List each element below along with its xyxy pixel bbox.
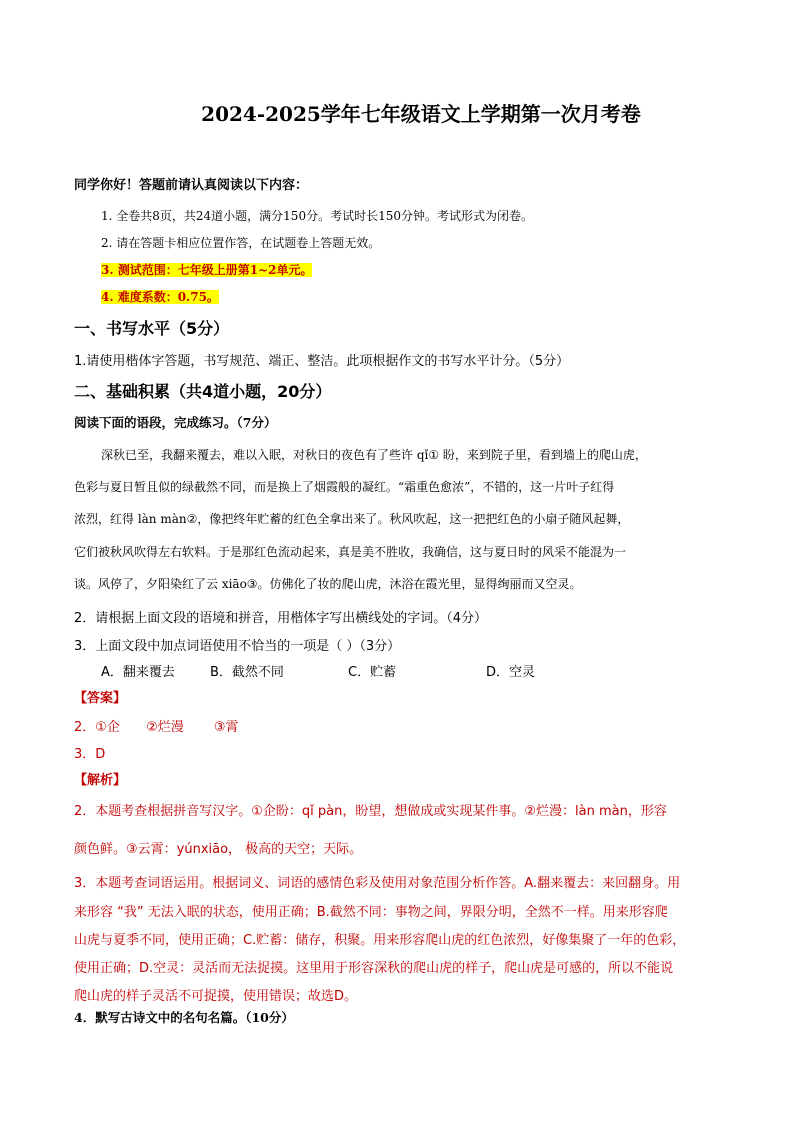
answer-2 (74, 716, 239, 735)
option-b: B．截然不同 (210, 665, 284, 680)
passage-line-1: 深秋已至，我翻来覆去，难以入眠，对秋日的夜色有了些许 qǐ① 盼，来到院子里，看到墙上的爬山虎， (101, 448, 647, 462)
rule-2: 2. 请在答题卡相应位置作答，在试题卷上答题无效。 (101, 236, 381, 250)
answer-3: 3．D (74, 747, 106, 762)
passage-line-4: 它们被秋风吹得左右软料。于是那红色流动起来，真是美不胜收，我确信，这与夏日时的风采不能混为一 (74, 545, 627, 559)
question-2: 2．请根据上面文段的语境和拼音，用楷体字写出横线处的字词。（4分） (74, 611, 488, 626)
intro-heading: 同学你好！答题前请认真阅读以下内容： (74, 178, 309, 193)
analysis-3-line-4: 使用正确；D.空灵：灵活而无法捉摸。这里用于形容深秋的爬山虎的样子，爬山虎是可感的，所以不能说 (74, 961, 674, 976)
section-1-heading: 一、书写水平（5分） (74, 319, 230, 338)
option-a: A．翻来覆去 (101, 665, 175, 680)
analysis-3-line-3: 山虎与夏季不同，使用正确；C.贮蓄：储存，积聚。用来形容爬山虎的红色浓烈，好像集聚了一年的色彩， (74, 933, 686, 948)
question-1: 1.请使用楷体字答题，书写规范、端正、整洁。此项根据作文的书写水平计分。（5分） (74, 354, 570, 369)
analysis-tag: 【解析】 (74, 773, 127, 788)
rule-4-highlight: 4. 难度系数：0.75。 (101, 290, 219, 304)
analysis-3-line-1: 3．本题考查词语运用。根据词义、词语的感情色彩及使用对象范围分析作答。A.翻来覆去：来回翻身。用 (74, 876, 681, 891)
answer-tag: 【答案】 (74, 691, 127, 706)
answer-2-number: 2． (74, 720, 96, 735)
question-4: 4．默写古诗文中的名句名篇。（10分） (74, 1010, 294, 1025)
analysis-3-line-2: 来形容 “我” 无法入眠的状态，使用正确；B.截然不同：事物之间，界限分明，全然不一样。用来形容爬 (74, 905, 668, 920)
reading-prompt: 阅读下面的语段，完成练习。（7分） (74, 415, 277, 430)
rule-4 (101, 288, 219, 305)
question-3: 3．上面文段中加点词语使用不恰当的一项是（ ）（3分） (74, 639, 401, 654)
rule-3 (101, 261, 312, 278)
rule-3-highlight: 3. 测试范围：七年级上册第1~2单元。 (101, 263, 313, 277)
option-c: C．贮蓄 (348, 665, 397, 680)
section-2-heading: 二、基础积累（共4道小题，20分） (74, 382, 332, 401)
passage-line-5: 谈。风停了，夕阳染红了云 xiāo③。仿佛化了妆的爬山虎，沐浴在霞光里，显得绚丽而又空灵。 (74, 577, 582, 591)
analysis-3-line-5: 爬山虎的样子灵活不可捉摸，使用错误；故选D。 (74, 989, 358, 1004)
rule-1: 1. 全卷共8页，共24道小题，满分150分。考试时长150分钟。考试形式为闭卷。 (101, 209, 533, 223)
analysis-2-line-1: 2．本题考查根据拼音写汉字。①企盼：qǐ pàn，盼望，想做成或实现某件事。②烂漫：làn màn，形容 (74, 804, 667, 819)
option-d: D．空灵 (486, 665, 536, 680)
passage-line-2: 色彩与夏日暂且似的绿截然不同，而是换上了烟霞般的凝红。“霜重色愈浓”，不错的，这一片叶子红得 (74, 480, 615, 494)
answer-2-part-1: ①企 (95, 720, 120, 735)
analysis-2-line-2: 颜色鲜。③云霄：yúnxiāo， 极高的天空；天际。 (74, 842, 363, 857)
page-title: 2024-2025学年七年级语文上学期第一次月考卷 (201, 102, 641, 126)
answer-2-part-2: ②烂漫 (146, 720, 184, 735)
answer-2-part-3: ③霄 (213, 720, 239, 735)
passage-line-3: 浓烈，红得 làn màn②，像把终年贮蓄的红色全拿出来了。秋风吹起，这一把把红色的小扇子随风起舞， (74, 512, 630, 526)
